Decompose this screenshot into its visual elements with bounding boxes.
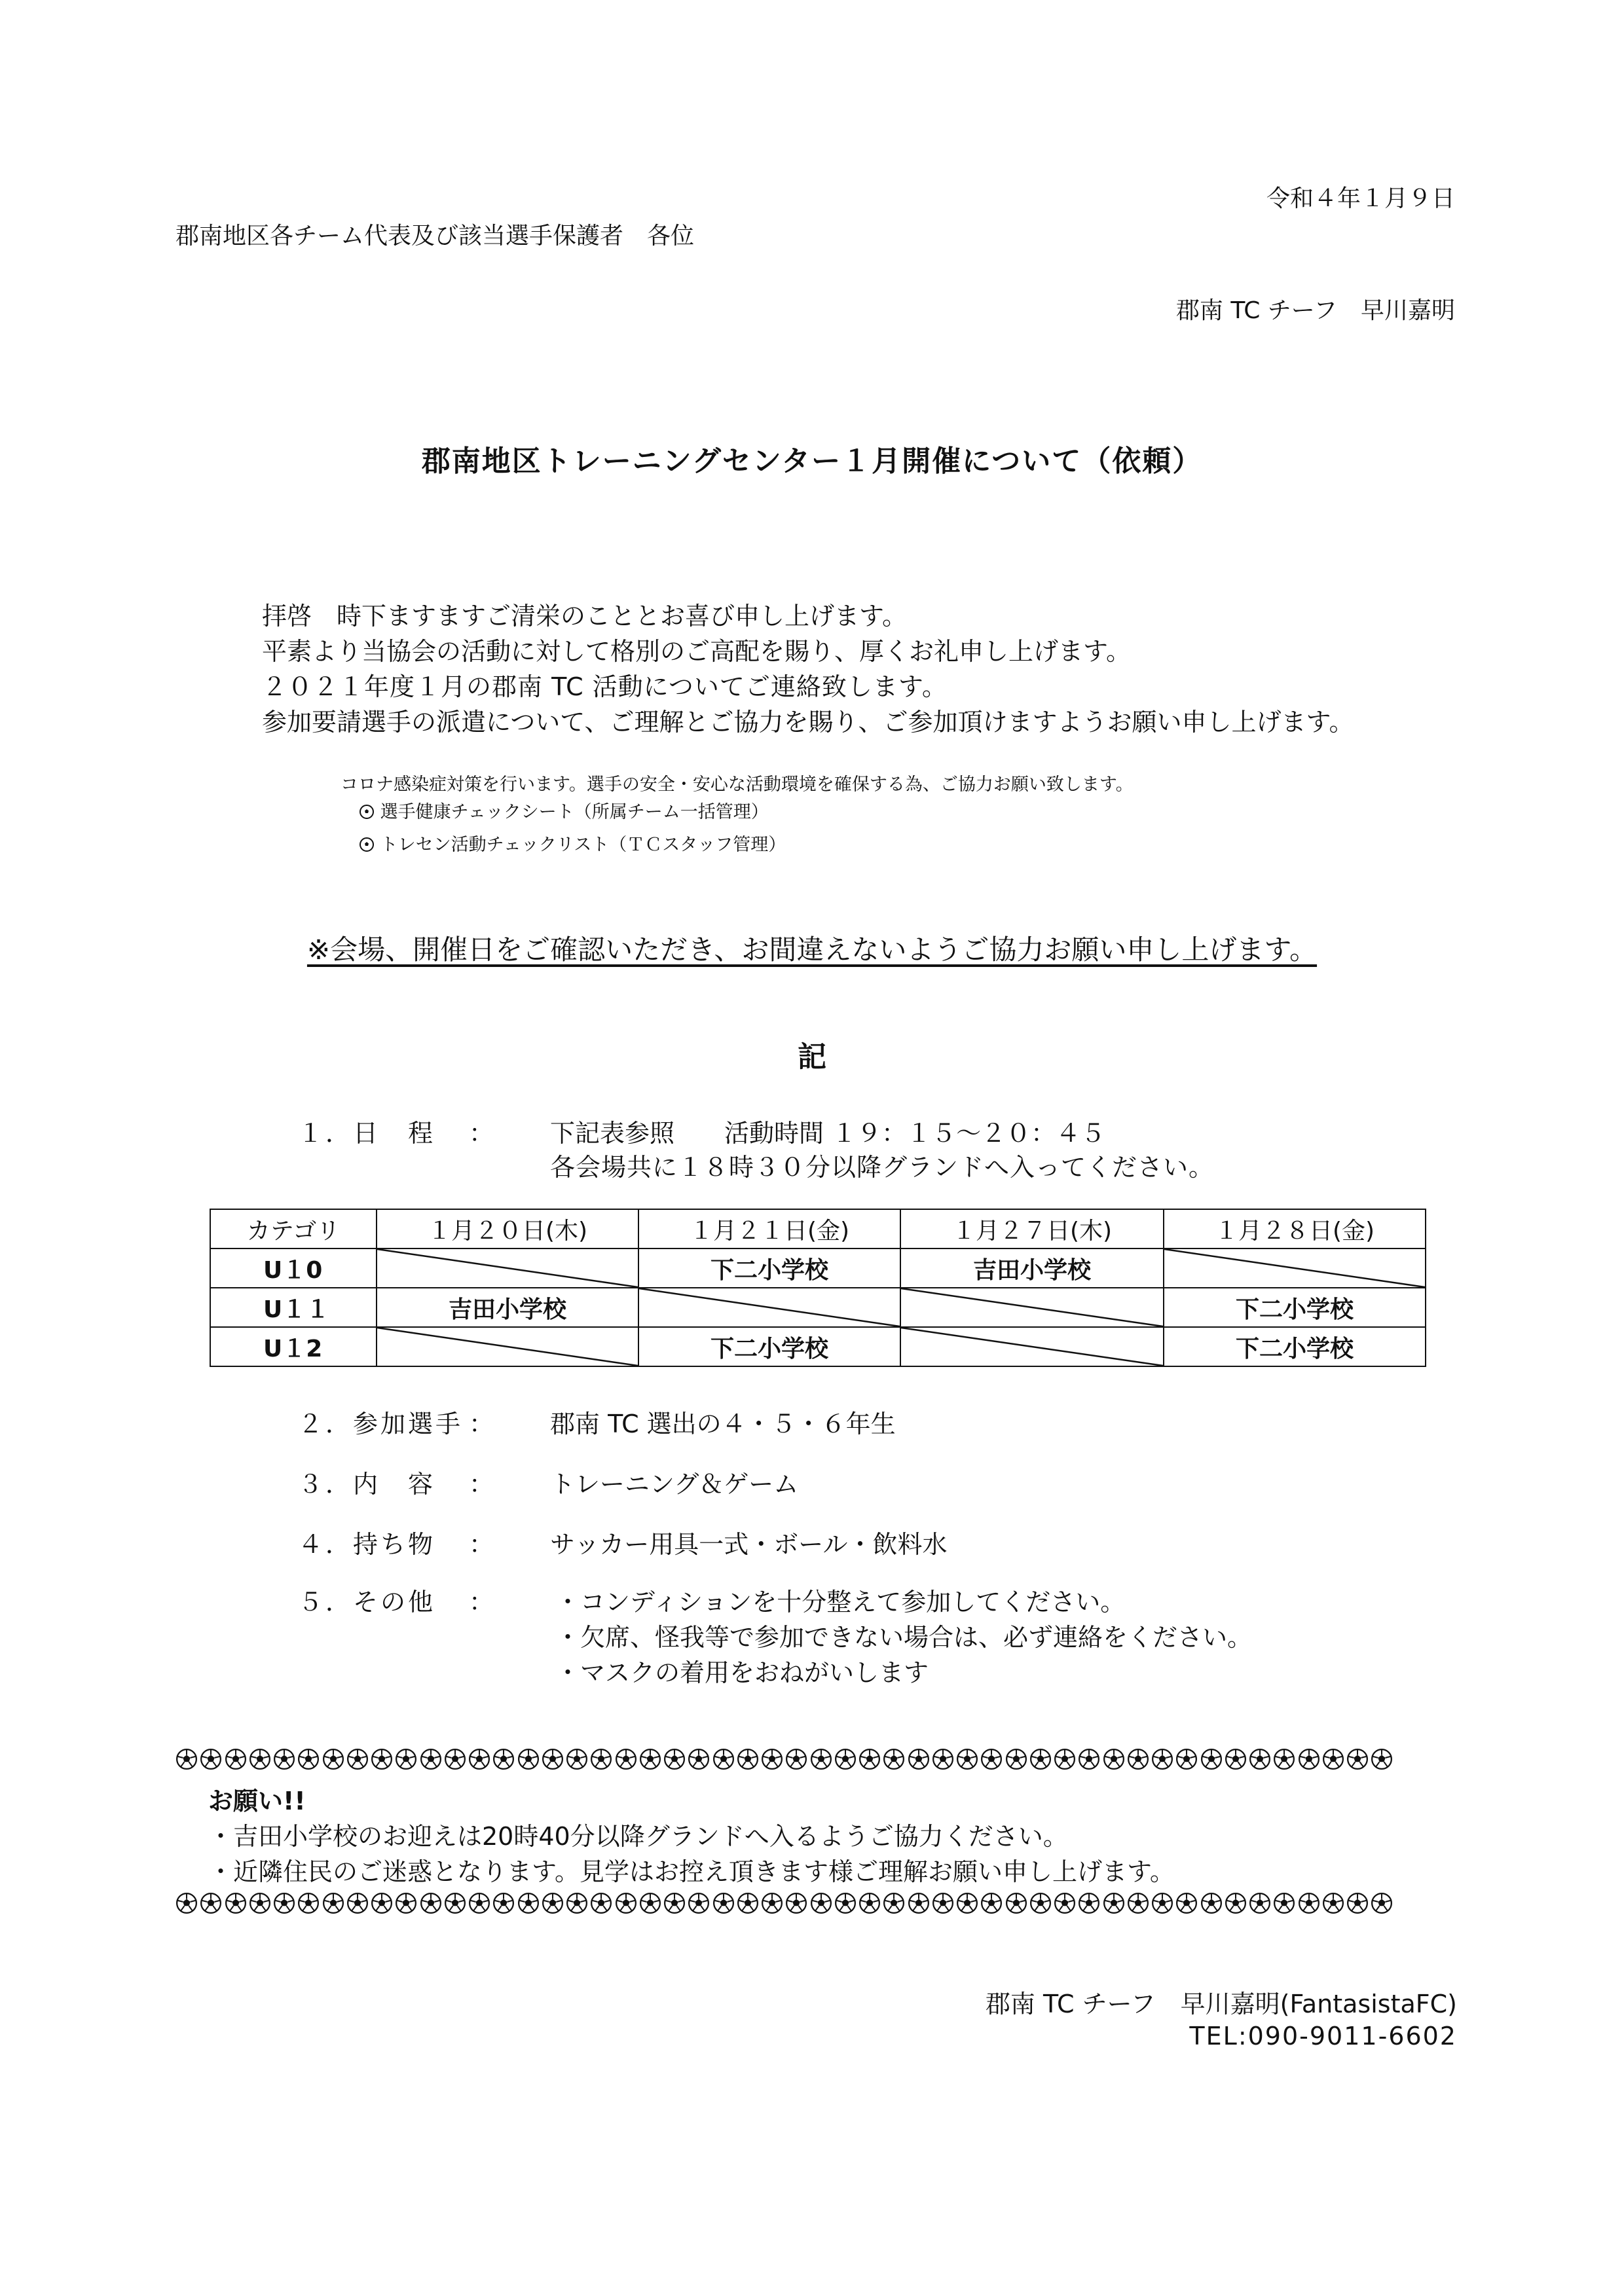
soccer-ball-icon: [1151, 1892, 1173, 1914]
venue-cell: 下二小学校: [638, 1327, 900, 1366]
soccer-ball-icon: [712, 1748, 735, 1770]
greeting-line: 拝啓 時下ますますご清栄のこととお喜び申し上げます。: [262, 602, 907, 630]
recipient-line: 郡南地区各チーム代表及び該当選手保護者 各位: [175, 223, 695, 249]
belongings-value: サッカー用具一式・ボール・飲料水: [550, 1530, 948, 1559]
soccer-ball-icon: [858, 1892, 881, 1914]
participants-label: ２．参加選手: [298, 1410, 464, 1438]
category-cell: U１0: [210, 1248, 377, 1288]
venue-cell: 下二小学校: [1164, 1288, 1426, 1327]
soccer-ball-icon: [359, 804, 375, 820]
footer-tel: TEL:090-9011-6602: [1189, 2022, 1457, 2050]
sender-line: 郡南 TC チーフ 早川嘉明: [1175, 297, 1455, 324]
soccer-ball-icon: [1249, 1748, 1271, 1770]
empty-slashed-cell: [377, 1327, 638, 1366]
soccer-ball-icon: [785, 1748, 807, 1770]
empty-slashed-cell: [638, 1288, 900, 1327]
soccer-ball-icon: [542, 1748, 564, 1770]
soccer-ball-icon: [688, 1748, 710, 1770]
table-row: [210, 1288, 1426, 1327]
soccer-ball-icon: [712, 1892, 735, 1914]
content-value: トレーニング＆ゲーム: [550, 1470, 799, 1499]
venue-cell: 吉田小学校: [377, 1288, 638, 1327]
soccer-ball-icon: [420, 1892, 442, 1914]
soccer-ball-icon: [834, 1892, 857, 1914]
soccer-ball-icon: [932, 1892, 954, 1914]
soccer-ball-icon: [883, 1892, 905, 1914]
other-line: ・コンディションを十分整えて参加してください。: [555, 1588, 1126, 1616]
empty-slashed-cell: [1164, 1248, 1426, 1288]
soccer-ball-icon: [1371, 1748, 1393, 1770]
soccer-ball-icon: [395, 1748, 417, 1770]
soccer-ball-icon: [1103, 1748, 1125, 1770]
belongings-label: ４．持ち物: [298, 1530, 436, 1559]
soccer-ball-icon: [785, 1892, 807, 1914]
table-row: [210, 1248, 1426, 1288]
soccer-ball-icon: [249, 1748, 271, 1770]
soccer-ball-icon: [883, 1748, 905, 1770]
venue-cell: 吉田小学校: [900, 1248, 1164, 1288]
request-heading: お願い!!: [208, 1787, 306, 1815]
soccer-ball-icon: [615, 1892, 637, 1914]
schedule-line: 下記表参照 活動時間 １９：１５～２０：４５: [550, 1119, 1106, 1148]
soccer-ball-icon: [200, 1892, 222, 1914]
soccer-ball-icon: [225, 1748, 247, 1770]
greeting-line: ２０２１年度１月の郡南 TC 活動についてご連絡致します。: [262, 672, 948, 701]
soccer-ball-icon: [200, 1748, 222, 1770]
belongings-colon: ：: [469, 1530, 494, 1559]
covid-item-label: トレセン活動チェックリスト（ＴＣスタッフ管理）: [380, 835, 786, 855]
soccer-ball-icon: [566, 1748, 588, 1770]
soccer-ball-icon: [639, 1892, 661, 1914]
soccer-ball-icon: [444, 1892, 466, 1914]
ki-heading: 記: [798, 1040, 826, 1074]
soccer-ball-icon: [1225, 1748, 1247, 1770]
soccer-ball-icon: [1322, 1748, 1344, 1770]
soccer-ball-icon: [1249, 1892, 1271, 1914]
soccer-ball-icon: [420, 1748, 442, 1770]
soccer-ball-icon: [956, 1892, 978, 1914]
schedule-colon: ：: [469, 1119, 494, 1148]
soccer-ball-icon: [492, 1892, 515, 1914]
other-colon: ：: [469, 1588, 494, 1616]
other-label: ５．その他: [298, 1588, 436, 1616]
empty-slashed-cell: [900, 1327, 1164, 1366]
soccer-ball-icon: [542, 1892, 564, 1914]
soccer-ball-icon: [249, 1892, 271, 1914]
soccer-ball-icon: [517, 1892, 540, 1914]
soccer-ball-icon: [346, 1892, 369, 1914]
soccer-ball-icon: [1078, 1892, 1100, 1914]
request-line: ・吉田小学校のお迎えは20時40分以降グランドへ入るようご協力ください。: [208, 1822, 1068, 1851]
schedule-line: 各会場共に１８時３０分以降グランドへ入ってください。: [550, 1153, 1215, 1182]
soccer-ball-border-top: [175, 1748, 1393, 1772]
table-header-cell: １月２７日(木): [900, 1209, 1164, 1248]
soccer-ball-icon: [297, 1892, 320, 1914]
covid-item: [359, 797, 769, 823]
soccer-ball-icon: [1127, 1892, 1149, 1914]
soccer-ball-icon: [980, 1748, 1003, 1770]
soccer-ball-icon: [932, 1748, 954, 1770]
soccer-ball-icon: [1371, 1892, 1393, 1914]
soccer-ball-icon: [1175, 1748, 1198, 1770]
empty-slashed-cell: [377, 1248, 638, 1288]
soccer-ball-icon: [810, 1748, 832, 1770]
soccer-ball-icon: [297, 1748, 320, 1770]
soccer-ball-icon: [1005, 1892, 1027, 1914]
greeting-line: 平素より当協会の活動に対して格別のご高配を賜り、厚くお礼申し上げます。: [262, 637, 1131, 666]
table-header-row: [210, 1209, 1426, 1248]
soccer-ball-icon: [492, 1748, 515, 1770]
soccer-ball-icon: [175, 1748, 198, 1770]
soccer-ball-icon: [908, 1892, 930, 1914]
soccer-ball-icon: [615, 1748, 637, 1770]
soccer-ball-icon: [1200, 1892, 1223, 1914]
other-line: ・マスクの着用をおねがいします: [555, 1658, 929, 1687]
soccer-ball-icon: [566, 1892, 588, 1914]
soccer-ball-icon: [590, 1892, 612, 1914]
soccer-ball-icon: [663, 1748, 686, 1770]
soccer-ball-icon: [468, 1748, 490, 1770]
other-line: ・欠席、怪我等で参加できない場合は、必ず連絡をください。: [555, 1623, 1253, 1652]
soccer-ball-icon: [1029, 1892, 1052, 1914]
category-cell: U１2: [210, 1327, 377, 1366]
soccer-ball-icon: [517, 1748, 540, 1770]
soccer-ball-border-bottom: [175, 1892, 1393, 1916]
soccer-ball-icon: [273, 1748, 295, 1770]
soccer-ball-icon: [980, 1892, 1003, 1914]
notice-underlined: ※会場、開催日をご確認いただき、お間違えないようご協力お願い申し上げます。: [306, 934, 1318, 966]
schedule-label: １．日 程: [298, 1119, 436, 1148]
soccer-ball-icon: [371, 1748, 393, 1770]
soccer-ball-icon: [175, 1892, 198, 1914]
soccer-ball-icon: [1298, 1892, 1320, 1914]
greeting-line: 参加要請選手の派遣について、ご理解とご協力を賜り、ご参加頂けますようお願い申し上げます。: [262, 708, 1354, 737]
participants-value: 郡南 TC 選出の４・５・６年生: [550, 1410, 896, 1438]
soccer-ball-icon: [858, 1748, 881, 1770]
soccer-ball-icon: [225, 1892, 247, 1914]
soccer-ball-icon: [1273, 1892, 1295, 1914]
soccer-ball-icon: [1103, 1892, 1125, 1914]
soccer-ball-icon: [688, 1892, 710, 1914]
soccer-ball-icon: [834, 1748, 857, 1770]
soccer-ball-icon: [663, 1892, 686, 1914]
soccer-ball-icon: [1200, 1748, 1223, 1770]
soccer-ball-icon: [359, 837, 375, 852]
soccer-ball-icon: [1273, 1748, 1295, 1770]
soccer-ball-icon: [761, 1892, 783, 1914]
soccer-ball-icon: [956, 1748, 978, 1770]
document-title: 郡南地区トレーニングセンター１月開催について（依頼）: [421, 445, 1203, 478]
soccer-ball-icon: [639, 1748, 661, 1770]
document-date: 令和４年１月９日: [1266, 185, 1455, 212]
empty-slashed-cell: [900, 1288, 1164, 1327]
soccer-ball-icon: [1175, 1892, 1198, 1914]
soccer-ball-icon: [1078, 1748, 1100, 1770]
table-header-cell: カテゴリ: [210, 1209, 377, 1248]
soccer-ball-icon: [371, 1892, 393, 1914]
venue-cell: 下二小学校: [638, 1248, 900, 1288]
table-header-cell: １月２０日(木): [377, 1209, 638, 1248]
soccer-ball-icon: [1054, 1892, 1076, 1914]
participants-colon: ：: [469, 1410, 494, 1438]
soccer-ball-icon: [1054, 1748, 1076, 1770]
soccer-ball-icon: [1151, 1748, 1173, 1770]
soccer-ball-icon: [1298, 1748, 1320, 1770]
table-row: [210, 1327, 1426, 1366]
soccer-ball-icon: [1346, 1748, 1369, 1770]
content-colon: ：: [469, 1470, 494, 1499]
soccer-ball-icon: [761, 1748, 783, 1770]
soccer-ball-icon: [273, 1892, 295, 1914]
footer-sender: 郡南 TC チーフ 早川嘉明(FantasistaFC): [985, 1990, 1457, 2018]
schedule-table: [210, 1209, 1426, 1367]
venue-cell: 下二小学校: [1164, 1327, 1426, 1366]
soccer-ball-icon: [810, 1892, 832, 1914]
soccer-ball-icon: [1322, 1892, 1344, 1914]
covid-intro: コロナ感染症対策を行います。選手の安全・安心な活動環境を確保する為、ご協力お願い致します。: [341, 774, 1134, 795]
table-header-cell: １月２８日(金): [1164, 1209, 1426, 1248]
soccer-ball-icon: [590, 1748, 612, 1770]
content-label: ３．内 容: [298, 1470, 436, 1499]
soccer-ball-icon: [1346, 1892, 1369, 1914]
soccer-ball-icon: [737, 1748, 759, 1770]
covid-item-label: 選手健康チェックシート（所属チーム一括管理）: [380, 802, 769, 822]
soccer-ball-icon: [737, 1892, 759, 1914]
covid-item: [359, 830, 786, 856]
soccer-ball-icon: [1029, 1748, 1052, 1770]
category-cell: U１１: [210, 1288, 377, 1327]
soccer-ball-icon: [322, 1748, 344, 1770]
request-line: ・近隣住民のご迷惑となります。見学はお控え頂きます様ご理解お願い申し上げます。: [208, 1857, 1175, 1886]
soccer-ball-icon: [395, 1892, 417, 1914]
soccer-ball-icon: [346, 1748, 369, 1770]
soccer-ball-icon: [444, 1748, 466, 1770]
soccer-ball-icon: [1127, 1748, 1149, 1770]
table-header-cell: １月２１日(金): [638, 1209, 900, 1248]
soccer-ball-icon: [908, 1748, 930, 1770]
soccer-ball-icon: [1225, 1892, 1247, 1914]
soccer-ball-icon: [468, 1892, 490, 1914]
soccer-ball-icon: [1005, 1748, 1027, 1770]
soccer-ball-icon: [322, 1892, 344, 1914]
